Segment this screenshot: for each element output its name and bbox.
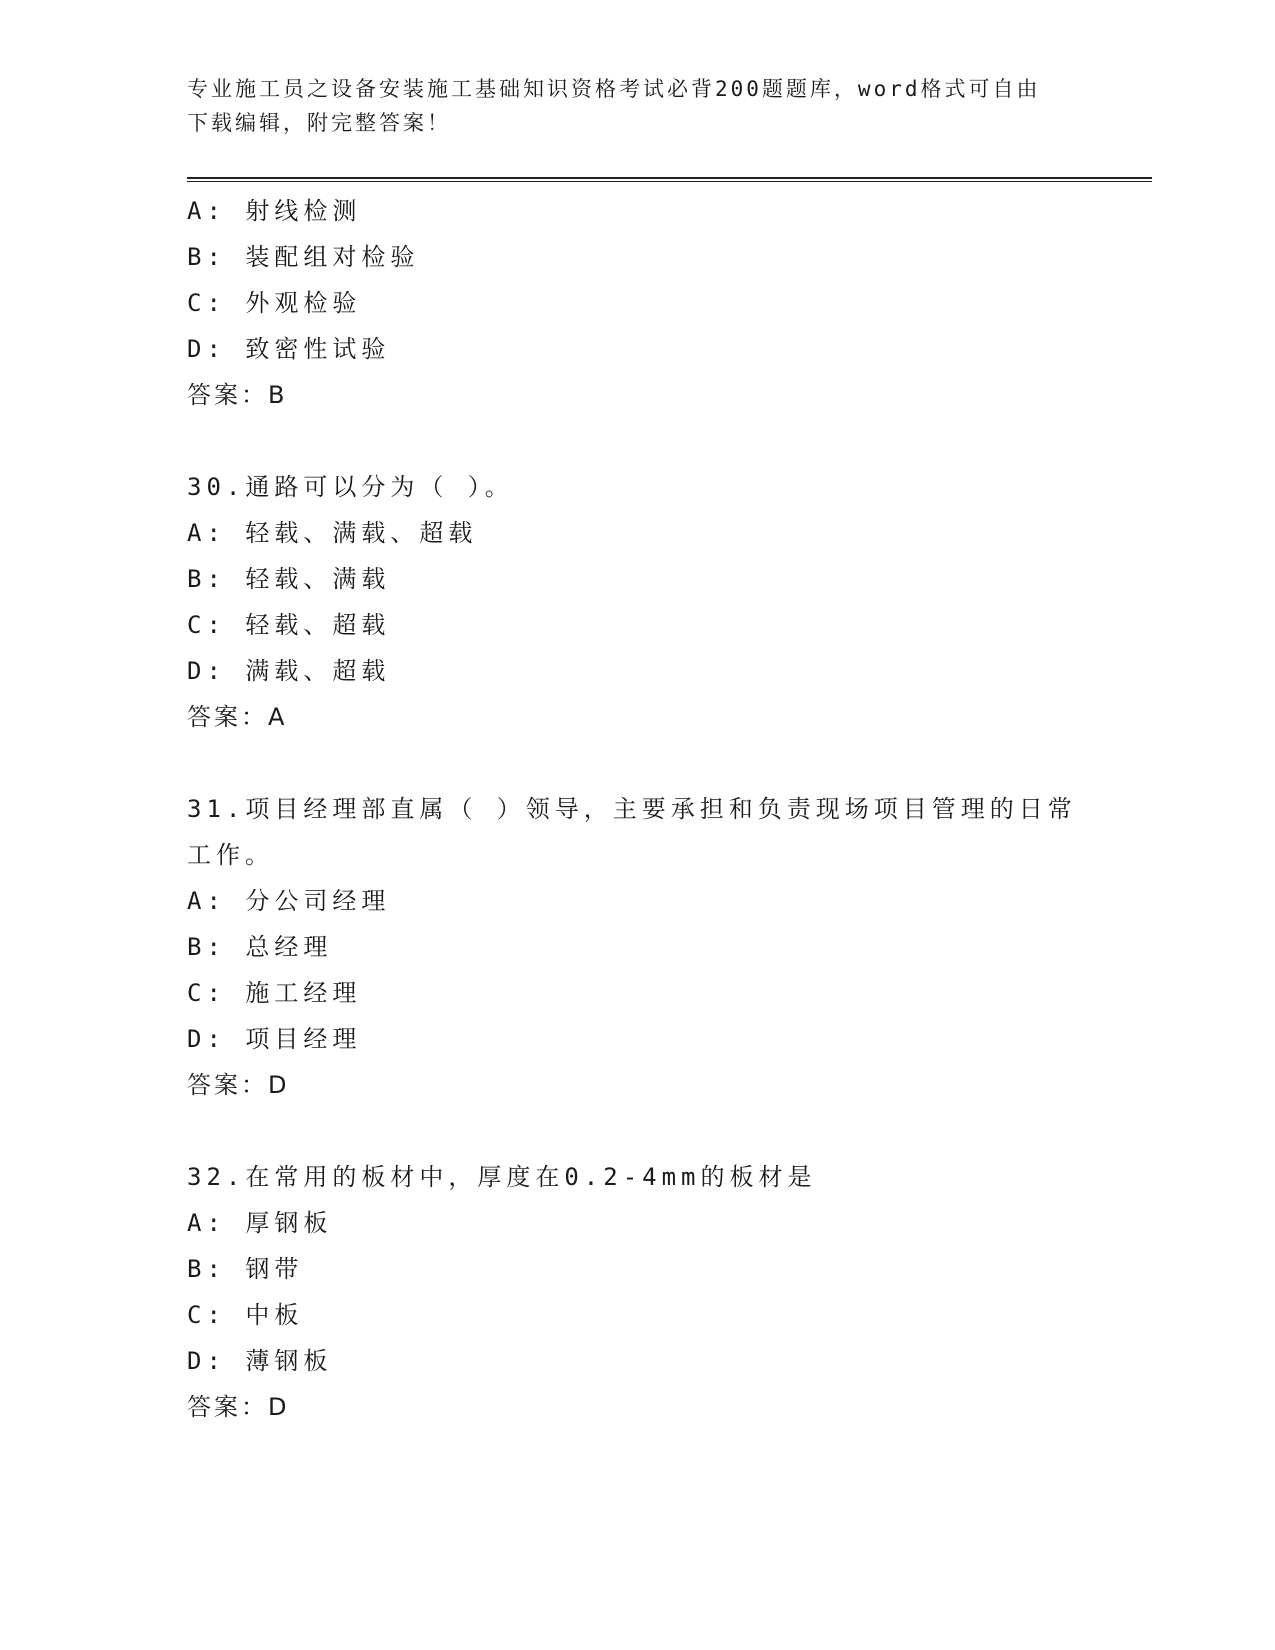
question-block-prev — [187, 188, 1067, 418]
option-a: A: 射线检测 — [187, 197, 362, 225]
answer-line: 答案：D — [187, 1393, 290, 1421]
option-d: D: 薄钢板 — [187, 1347, 333, 1375]
option-c: C: 轻载、超载 — [187, 611, 391, 639]
option-b: B: 装配组对检验 — [187, 243, 420, 271]
option-b: B: 钢带 — [187, 1255, 304, 1283]
option-d: D: 致密性试验 — [187, 335, 391, 363]
spacer — [187, 740, 1067, 786]
question-text-line-2: 工作。 — [187, 841, 274, 869]
option-d: D: 满载、超载 — [187, 657, 391, 685]
answer-line: 答案：B — [187, 381, 288, 409]
answer-line: 答案：D — [187, 1071, 290, 1099]
option-a: A: 轻载、满载、超载 — [187, 519, 478, 547]
header-title-line-2: 下载编辑，附完整答案！ — [187, 111, 451, 135]
question-text: 32.在常用的板材中，厚度在0.2-4mm的板材是 — [187, 1163, 817, 1191]
header-divider-thin — [187, 181, 1152, 182]
spacer — [187, 1108, 1067, 1154]
option-a: A: 厚钢板 — [187, 1209, 333, 1237]
option-c: C: 外观检验 — [187, 289, 362, 317]
option-d: D: 项目经理 — [187, 1025, 362, 1053]
header-divider-thick — [187, 177, 1152, 179]
question-block-30 — [187, 464, 1067, 740]
answer-line: 答案：A — [187, 703, 288, 731]
option-b: B: 总经理 — [187, 933, 333, 961]
header-title-line-1: 专业施工员之设备安装施工基础知识资格考试必背200题题库，word格式可自由 — [187, 77, 1041, 101]
question-list — [187, 188, 1077, 1430]
spacer — [187, 418, 1067, 464]
question-block-32 — [187, 1154, 1067, 1430]
option-c: C: 中板 — [187, 1301, 304, 1329]
question-text-line-1: 31.项目经理部直属（ ）领导，主要承担和负责现场项目管理的日常 — [187, 795, 1077, 823]
question-block-31 — [187, 786, 1077, 1108]
option-b: B: 轻载、满载 — [187, 565, 391, 593]
document-header — [187, 72, 1067, 140]
question-text: 30.通路可以分为（ ）。 — [187, 473, 514, 501]
option-c: C: 施工经理 — [187, 979, 362, 1007]
option-a: A: 分公司经理 — [187, 887, 391, 915]
